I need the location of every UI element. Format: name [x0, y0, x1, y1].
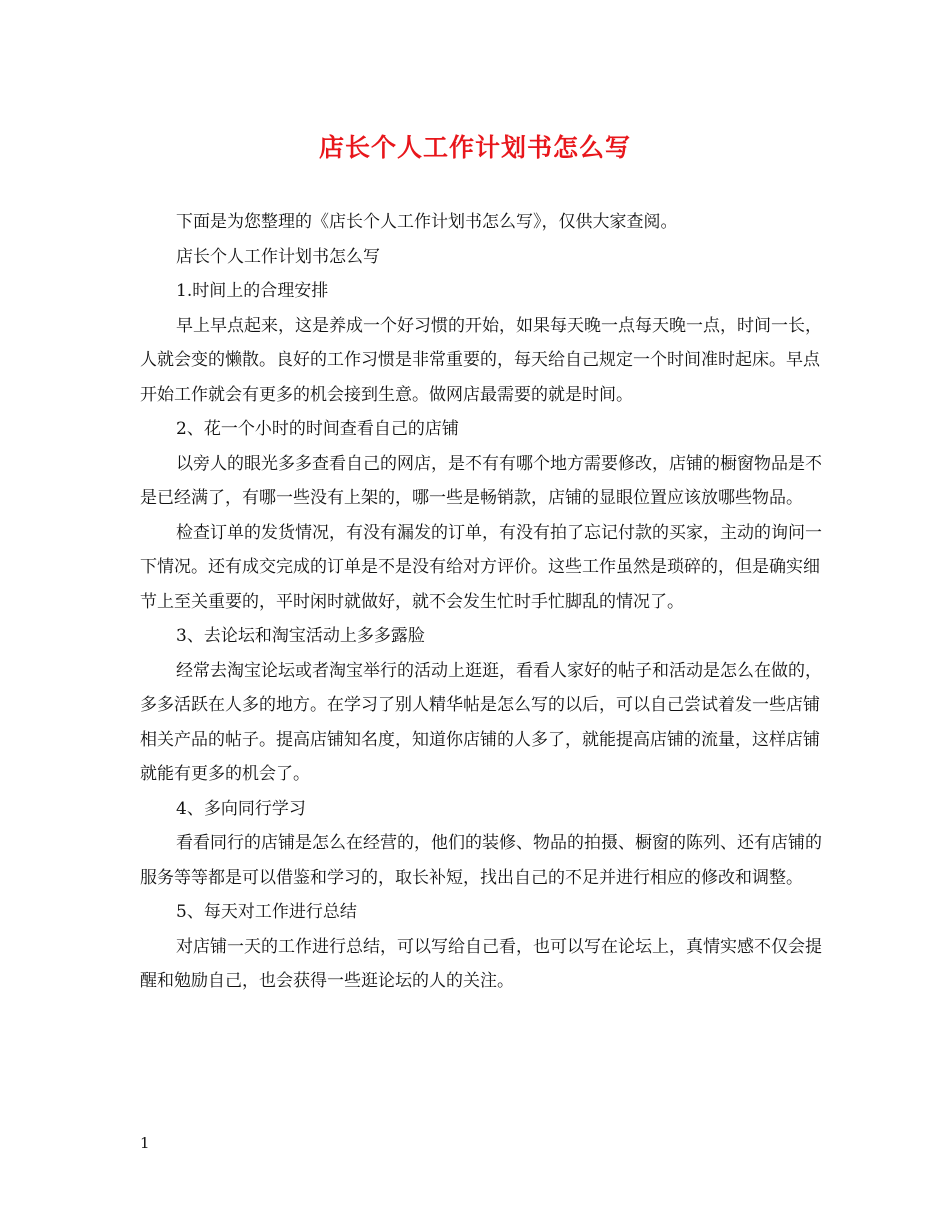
page-number: 1	[140, 1134, 150, 1152]
intro-paragraph: 下面是为您整理的《店长个人工作计划书怎么写》，仅供大家查阅。	[176, 212, 678, 232]
body-paragraph: 经常去淘宝论坛或者淘宝举行的活动上逛逛，看看人家好的帖子和活动是怎么在做的，多多活跃在人多的地方。在学习了别人精华帖是怎么写的以后，可以自己尝试着发一些店铺相关产品的帖子。提高店铺知名度，知道你店铺的人多了，就能提高店铺的流量，这样店铺就能有更多的机会了。	[140, 660, 822, 784]
section-heading-5: 5、每天对工作进行总结	[176, 902, 357, 922]
document-title: 店长个人工作计划书怎么写	[318, 133, 631, 162]
section-heading-4: 4、多向同行学习	[176, 798, 306, 819]
body-paragraph: 检查订单的发货情况，有没有漏发的订单，有没有拍了忘记付款的买家，主动的询问一下情况。还有成交完成的订单是不是没有给对方评价。这些工作虽然是琐碎的，但是确实细节上至关重要的，平时闲时就做好，就不会发生忙时手忙脚乱的情况了。	[140, 522, 822, 612]
section-heading-3: 3、去论坛和淘宝活动上多多露脸	[176, 626, 425, 646]
document-body	[140, 205, 830, 999]
subtitle-paragraph: 店长个人工作计划书怎么写	[176, 246, 380, 267]
body-paragraph: 看看同行的店铺是怎么在经营的，他们的装修、物品的拍摄、橱窗的陈列、还有店铺的服务等等都是可以借鉴和学习的，取长补短，找出自己的不足并进行相应的修改和调整。	[140, 833, 822, 888]
section-heading-2: 2、花一个小时的时间查看自己的店铺	[176, 419, 459, 439]
body-paragraph: 对店铺一天的工作进行总结，可以写给自己看，也可以写在论坛上，真情实感不仅会提醒和勉励自己，也会获得一些逛论坛的人的关注。	[140, 936, 822, 991]
body-paragraph: 以旁人的眼光多多查看自己的网店，是不有有哪个地方需要修改，店铺的橱窗物品是不是已经满了，有哪一些没有上架的，哪一些是畅销款，店铺的显眼位置应该放哪些物品。	[140, 453, 822, 508]
body-paragraph: 早上早点起来，这是养成一个好习惯的开始，如果每天晚一点每天晚一点，时间一长，人就会变的懒散。良好的工作习惯是非常重要的，每天给自己规定一个时间准时起床。早点开始工作就会有更多的机会接到生意。做网店最需要的就是时间。	[140, 315, 822, 405]
section-heading-1: 1.时间上的合理安排	[176, 281, 329, 301]
